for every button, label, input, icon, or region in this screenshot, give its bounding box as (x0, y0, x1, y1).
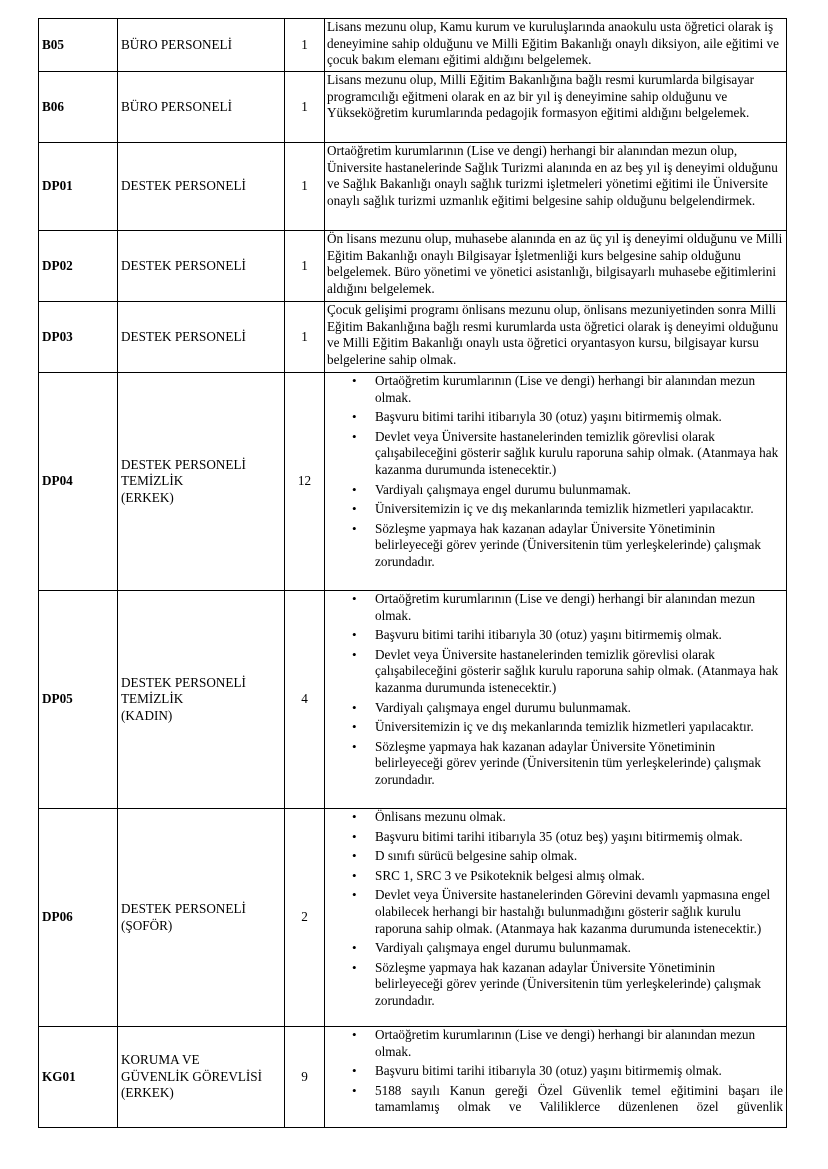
position-count: 1 (285, 302, 325, 373)
position-code: DP02 (39, 231, 118, 302)
position-requirements (325, 591, 787, 809)
requirements-list (327, 591, 783, 789)
position-title: DESTEK PERSONELİ TEMİZLİK (ERKEK) (118, 373, 285, 591)
position-requirements: Lisans mezunu olup, Milli Eğitim Bakanlığına bağlı resmi kurumlarda bilgisayar programcılığı eğitmeni olarak en az bir yıl iş deneyimine sahip olduğunu ve Yükseköğretim kurumlarında pedagojik formasyon eğitimi aldığını belgelemek. (325, 72, 787, 143)
table-row (39, 72, 787, 143)
table-row (39, 19, 787, 72)
position-code: KG01 (39, 1027, 118, 1128)
position-requirements (325, 809, 787, 1027)
position-count: 1 (285, 19, 325, 72)
table-row (39, 231, 787, 302)
position-code: B05 (39, 19, 118, 72)
list-item: • Başvuru bitimi tarihi itibarıyla 30 (otuz) yaşını bitirmemiş olmak. (375, 1063, 783, 1080)
list-item: • Üniversitemizin iç ve dış mekanlarında temizlik hizmetleri yapılacaktır. (375, 501, 783, 518)
list-item: • Sözleşme yapmaya hak kazanan adaylar Üniversite Yönetiminin belirleyeceği görev yerinde (Üniversitenin tüm yerleşkelerinde) çalışmak zorundadır. (375, 739, 783, 789)
list-item: • D sınıfı sürücü belgesine sahip olmak. (375, 848, 783, 865)
position-code: DP03 (39, 302, 118, 373)
position-title: BÜRO PERSONELİ (118, 72, 285, 143)
position-code: B06 (39, 72, 118, 143)
table-row (39, 1027, 787, 1128)
position-title: DESTEK PERSONELİ (118, 231, 285, 302)
table-row (39, 373, 787, 591)
position-requirements (325, 373, 787, 591)
list-item: • Başvuru bitimi tarihi itibarıyla 30 (otuz) yaşını bitirmemiş olmak. (375, 627, 783, 644)
list-item: • SRC 1, SRC 3 ve Psikoteknik belgesi almış olmak. (375, 868, 783, 885)
position-title: BÜRO PERSONELİ (118, 19, 285, 72)
position-count: 2 (285, 809, 325, 1027)
position-count: 1 (285, 143, 325, 231)
position-requirements: Ortaöğretim kurumlarının (Lise ve dengi) herhangi bir alanından mezun olup, Üniversite hastanelerinde Sağlık Turizmi alanında en az beş yıl iş deneyimi olduğunu ve Sağlık Bakanlığı onaylı sağlık turizmi işletmeleri yönetimi eğitimi ile Üniversite onaylı sağlık turizmi uzmanlık eğitimi belgesine sahip olduğunu belgelendirmek. (325, 143, 787, 231)
position-count: 1 (285, 72, 325, 143)
list-item: • Sözleşme yapmaya hak kazanan adaylar Üniversite Yönetiminin belirleyeceği görev yerinde (Üniversitenin tüm yerleşkelerinde) çalışmak zorundadır. (375, 521, 783, 571)
requirements-list (327, 1027, 783, 1116)
position-requirements (325, 1027, 787, 1128)
list-item: • Başvuru bitimi tarihi itibarıyla 35 (otuz beş) yaşını bitirmemiş olmak. (375, 829, 783, 846)
position-title: KORUMA VE GÜVENLİK GÖREVLİSİ (ERKEK) (118, 1027, 285, 1128)
position-title: DESTEK PERSONELİ TEMİZLİK (KADIN) (118, 591, 285, 809)
table-row (39, 809, 787, 1027)
position-title: DESTEK PERSONELİ (118, 302, 285, 373)
position-code: DP01 (39, 143, 118, 231)
list-item: • Ortaöğretim kurumlarının (Lise ve dengi) herhangi bir alanından mezun olmak. (375, 591, 783, 624)
list-item: • Devlet veya Üniversite hastanelerinden temizlik görevlisi olarak çalışabileceğini gösterir sağlık kurulu raporuna sahip olmak. (Atanmaya hak kazanma durumunda istenecektir.) (375, 429, 783, 479)
list-item: • Devlet veya Üniversite hastanelerinden Görevini devamlı yapmasına engel olabilecek herhangi bir hastalığı bulunmadığını gösterir sağlık kurulu raporuna sahip olmak. (Atanmaya hak kazanma durumunda istenecektir.) (375, 887, 783, 937)
positions-table (38, 18, 787, 1128)
table-row (39, 591, 787, 809)
list-item: • Başvuru bitimi tarihi itibarıyla 30 (otuz) yaşını bitirmemiş olmak. (375, 409, 783, 426)
position-code: DP06 (39, 809, 118, 1027)
position-code: DP04 (39, 373, 118, 591)
table-row (39, 302, 787, 373)
position-requirements: Lisans mezunu olup, Kamu kurum ve kuruluşlarında anaokulu usta öğretici olarak iş deneyimine sahip olduğunu ve Milli Eğitim Bakanlığı onaylı diksiyon, aile eğitimi ve çocuk bakım elemanı eğitimi aldığını belgelemek. (325, 19, 787, 72)
list-item: • 5188 sayılı Kanun gereği Özel Güvenlik temel eğitimini başarı ile tamamlamış olmak ve Valiliklerce düzenlenen özel güvenlik (375, 1083, 783, 1116)
list-item: • Vardiyalı çalışmaya engel durumu bulunmamak. (375, 700, 783, 717)
list-item: • Ortaöğretim kurumlarının (Lise ve dengi) herhangi bir alanından mezun olmak. (375, 373, 783, 406)
position-code: DP05 (39, 591, 118, 809)
position-count: 12 (285, 373, 325, 591)
position-title: DESTEK PERSONELİ (ŞOFÖR) (118, 809, 285, 1027)
position-count: 4 (285, 591, 325, 809)
list-item: • Sözleşme yapmaya hak kazanan adaylar Üniversite Yönetiminin belirleyeceği görev yerinde (Üniversitenin tüm yerleşkelerinde) çalışmak zorundadır. (375, 960, 783, 1010)
position-count: 1 (285, 231, 325, 302)
table-row (39, 143, 787, 231)
requirements-list (327, 809, 783, 1010)
list-item: • Vardiyalı çalışmaya engel durumu bulunmamak. (375, 940, 783, 957)
list-item: • Devlet veya Üniversite hastanelerinden temizlik görevlisi olarak çalışabileceğini gösterir sağlık kurulu raporuna sahip olmak. (Atanmaya hak kazanma durumunda istenecektir.) (375, 647, 783, 697)
requirements-list (327, 373, 783, 571)
position-title: DESTEK PERSONELİ (118, 143, 285, 231)
list-item: • Üniversitemizin iç ve dış mekanlarında temizlik hizmetleri yapılacaktır. (375, 719, 783, 736)
list-item: • Vardiyalı çalışmaya engel durumu bulunmamak. (375, 482, 783, 499)
position-count: 9 (285, 1027, 325, 1128)
position-requirements: Çocuk gelişimi programı önlisans mezunu olup, önlisans mezuniyetinden sonra Milli Eğitim Bakanlığına bağlı resmi kurumlarda usta öğretici olarak iş deneyimi olduğunu ve Milli Eğitim Bakanlığı onaylı usta öğretici oryantasyon kursu, bilgisayar kursu belgelerine sahip olmak. (325, 302, 787, 373)
list-item: • Önlisans mezunu olmak. (375, 809, 783, 826)
position-requirements: Ön lisans mezunu olup, muhasebe alanında en az üç yıl iş deneyimi olduğunu ve Milli Eğitim Bakanlığı onaylı Bilgisayar İşletmenliği kurs belgesine sahip olduğunu belgelemek. Büro yönetimi ve yönetici asistanlığı, bilgisayarlı muhasebe eğitimlerini aldığını belgelemek. (325, 231, 787, 302)
list-item: • Ortaöğretim kurumlarının (Lise ve dengi) herhangi bir alanından mezun olmak. (375, 1027, 783, 1060)
